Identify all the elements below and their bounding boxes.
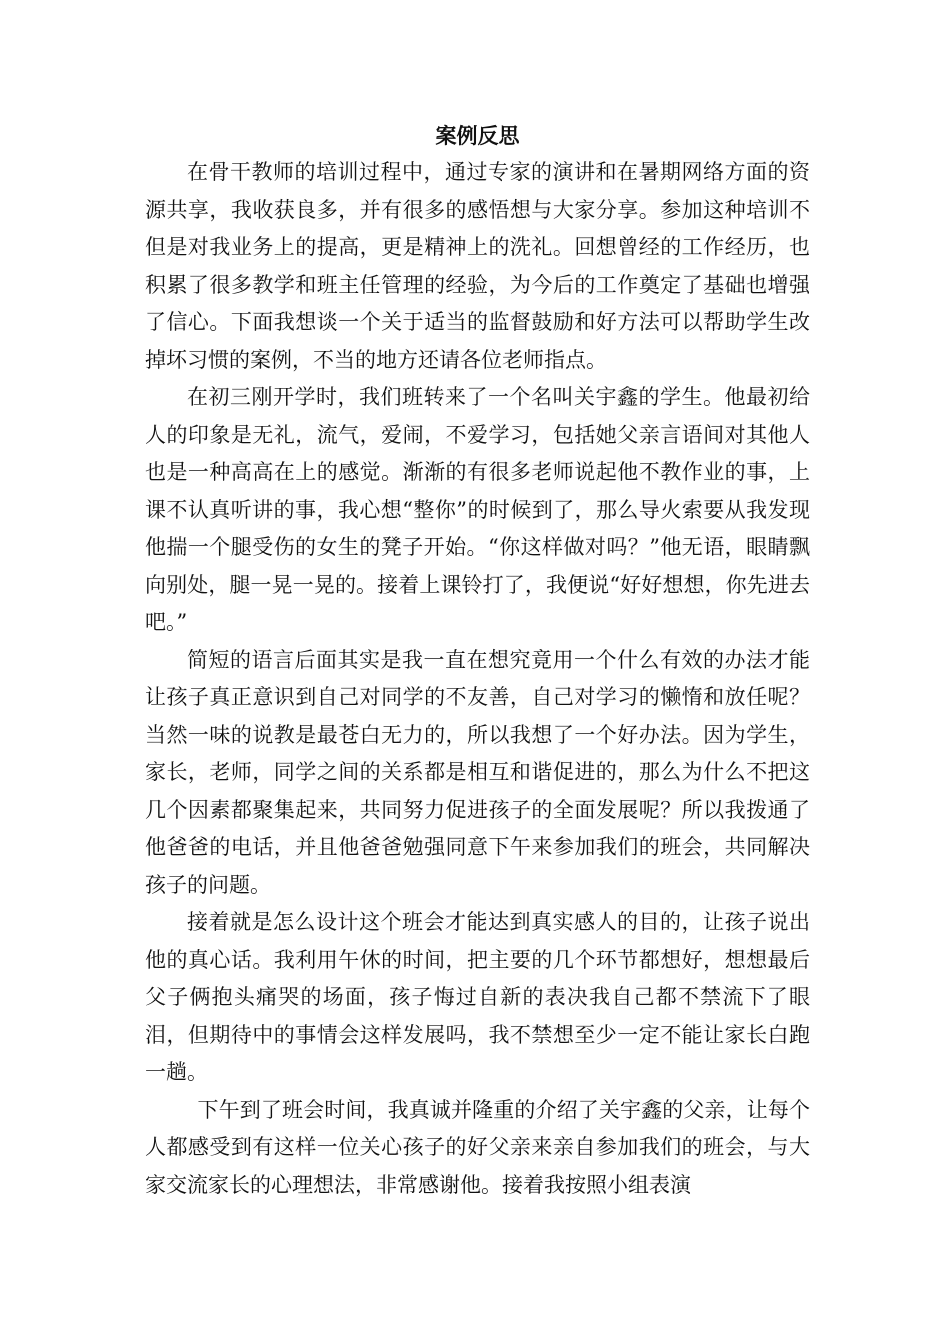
paragraph-2: 在初三刚开学时，我们班转来了一个名叫关宇鑫的学生。他最初给人的印象是无礼，流气，爱闹，不爱学习，包括她父亲言语间对其他人也是一种高高在上的感觉。渐渐的有很多老师说起他不教作业的事，上课不认真听讲的事，我心想“整你”的时候到了，那么导火索要从我发现他揣一个腿受伤的女生的凳子开始。“你这样做对吗？”他无语，眼睛飘向别处，腿一晃一晃的。接着上课铃打了，我便说“好好想想，你先进去吧。” — [145, 385, 810, 634]
document-page — [145, 118, 810, 1204]
document-title: 案例反思 — [435, 123, 520, 148]
paragraph-1: 在骨干教师的培训过程中，通过专家的演讲和在暑期网络方面的资源共享，我收获良多，并有很多的感悟想与大家分享。参加这种培训不但是对我业务上的提高，更是精神上的洗礼。回想曾经的工作经历，也积累了很多教学和班主任管理的经验，为今后的工作奠定了基础也增强了信心。下面我想谈一个关于适当的监督鼓励和好方法可以帮助学生改掉坏习惯的案例，不当的地方还请各位老师指点。 — [145, 160, 810, 372]
paragraph-3: 简短的语言后面其实是我一直在想究竟用一个什么有效的办法才能让孩子真正意识到自己对同学的不友善，自己对学习的懒惰和放任呢？当然一味的说教是最苍白无力的，所以我想了一个好办法。因为学生，家长，老师，同学之间的关系都是相互和谐促进的，那么为什么不把这几个因素都聚集起来，共同努力促进孩子的全面发展呢？所以我拨通了他爸爸的电话，并且他爸爸勉强同意下午来参加我们的班会，共同解决孩子的问题。 — [145, 647, 810, 897]
paragraph-4: 接着就是怎么设计这个班会才能达到真实感人的目的，让孩子说出他的真心话。我利用午休的时间，把主要的几个环节都想好，想想最后父子俩抱头痛哭的场面，孩子悔过自新的表决我自己都不禁流下了眼泪，但期待中的事情会这样发展吗，我不禁想至少一定不能让家长白跑一趟。 — [145, 910, 810, 1084]
paragraph-5: 下午到了班会时间，我真诚并隆重的介绍了关宇鑫的父亲，让每个人都感受到有这样一位关心孩子的好父亲来亲自参加我们的班会，与大家交流家长的心理想法，非常感谢他。接着我按照小组表演 — [145, 1097, 810, 1197]
